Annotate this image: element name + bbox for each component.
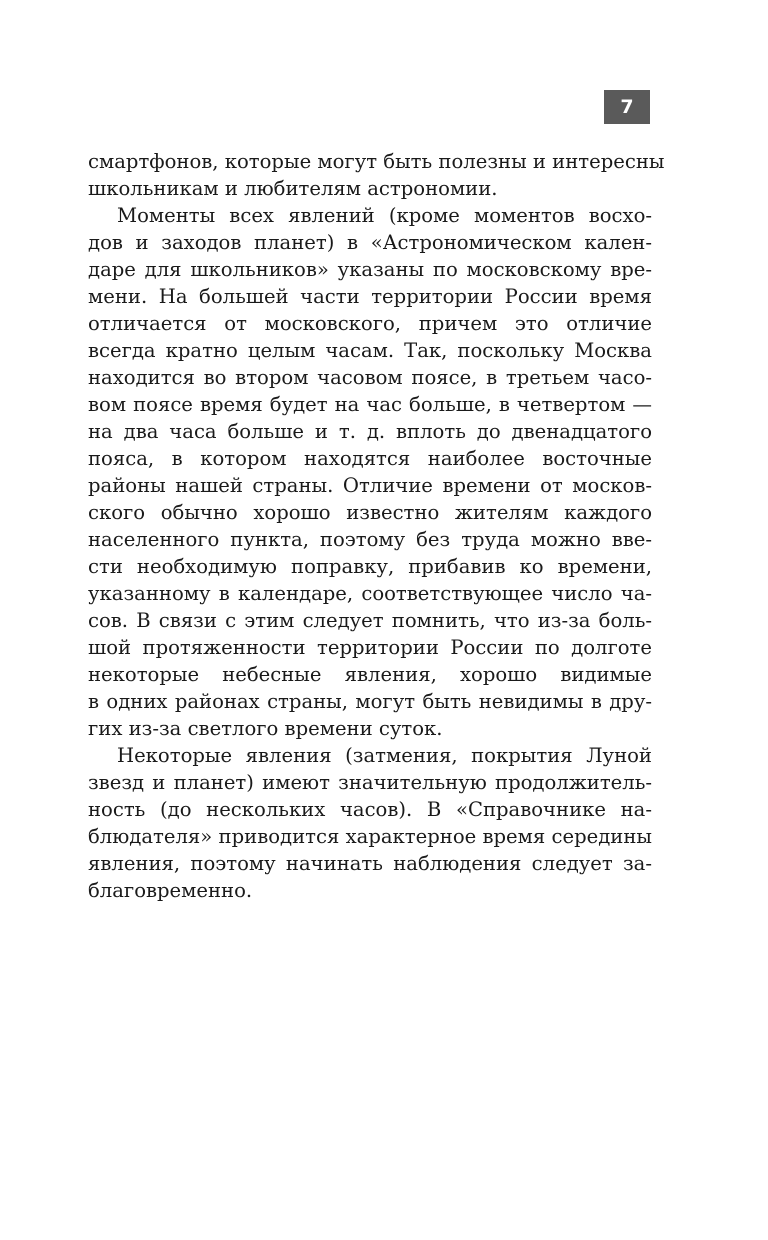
text-line: смартфонов, которые могут быть полезны и интересны [88, 150, 665, 173]
text-line: сов. В связи с этим следует помнить, что из-за боль- [88, 609, 652, 632]
text-line: Моменты всех явлений (кроме моментов восхо- [117, 204, 652, 227]
page-number-badge: 7 [604, 90, 650, 124]
text-line: пояса, в котором находятся наиболее восточные [88, 447, 652, 470]
text-line: на два часа больше и т. д. вплоть до двенадцатого [88, 420, 652, 443]
body-text [88, 148, 665, 904]
text-line: гих из-за светлого времени суток. [88, 717, 443, 740]
paragraph [88, 742, 652, 904]
text-line: в одних районах страны, могут быть невидимы в дру- [88, 690, 652, 713]
paragraph [88, 148, 665, 202]
paragraph [88, 202, 652, 742]
text-line: мени. На большей части территории России время [88, 285, 652, 308]
text-line: явления, поэтому начинать наблюдения следует за- [88, 852, 652, 875]
text-line: шой протяженности территории России по долготе [88, 636, 652, 659]
text-line: указанному в календаре, соответствующее число ча- [88, 582, 652, 605]
text-line: благовременно. [88, 879, 253, 902]
text-line: даре для школьников» указаны по московскому вре- [88, 258, 652, 281]
text-line: некоторые небесные явления, хорошо видимые [88, 663, 652, 686]
text-line: блюдателя» приводится характерное время середины [88, 825, 652, 848]
text-line: дов и заходов планет) в «Астрономическом кален- [88, 231, 652, 254]
text-line: ского обычно хорошо известно жителям каждого [88, 501, 652, 524]
text-line: сти необходимую поправку, прибавив ко времени, [88, 555, 652, 578]
text-line: находится во втором часовом поясе, в третьем часо- [88, 366, 652, 389]
text-line: вом поясе время будет на час больше, в четвертом — [88, 393, 652, 416]
text-line: отличается от московского, причем это отличие [88, 312, 652, 335]
text-line: районы нашей страны. Отличие времени от москов- [88, 474, 652, 497]
text-line: Некоторые явления (затмения, покрытия Луной [117, 744, 652, 767]
text-line: ность (до нескольких часов). В «Справочнике на- [88, 798, 652, 821]
text-line: населенного пункта, поэтому без труда можно вве- [88, 528, 652, 551]
text-line: школьникам и любителям астрономии. [88, 177, 498, 200]
text-line: звезд и планет) имеют значительную продолжитель- [88, 771, 652, 794]
text-line: всегда кратно целым часам. Так, поскольку Москва [88, 339, 652, 362]
